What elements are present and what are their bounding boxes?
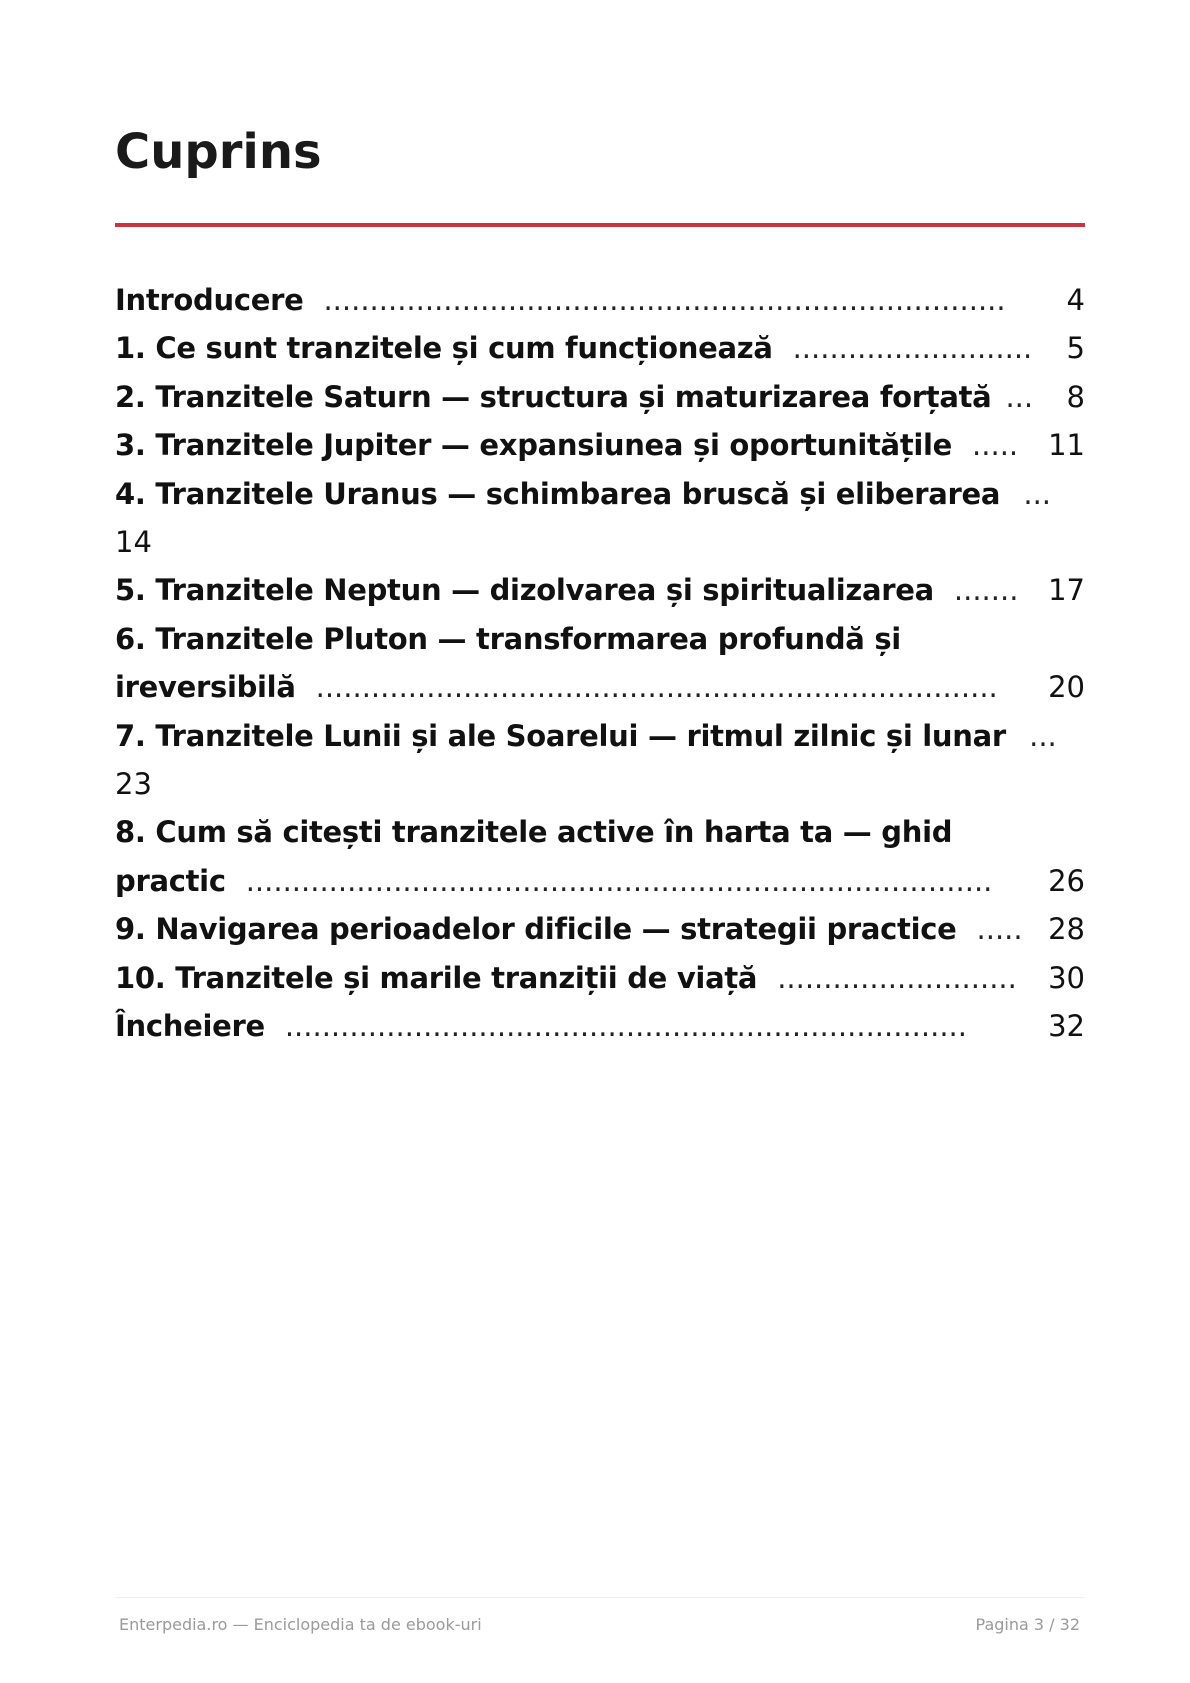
toc-entry-title: 3. Tranzitele Jupiter — expansiunea și oportunitățile — [115, 428, 953, 463]
toc-page-number: 11 — [1048, 428, 1085, 463]
toc-page-number: 14 — [115, 525, 152, 560]
toc-entry-chapter-3[interactable] — [115, 421, 1085, 469]
toc-entry-title: 9. Navigarea perioadelor dificile — strategii practice — [115, 912, 957, 947]
toc-entry-incheiere[interactable] — [115, 1002, 1085, 1050]
toc-page-number: 4 — [1066, 283, 1085, 317]
toc-page-number: 32 — [1048, 1009, 1085, 1044]
toc-entry-chapter-4[interactable] — [115, 470, 1085, 567]
toc-entry-chapter-6[interactable] — [115, 615, 1085, 712]
toc-entry-title: 6. Tranzitele Pluton — transformarea profundă și — [115, 621, 901, 656]
toc-dot-leader: .......................................................................... — [315, 670, 998, 705]
toc-page-number: 23 — [115, 767, 152, 802]
toc-entry-title: Încheiere — [115, 1009, 265, 1044]
table-of-contents — [115, 276, 1085, 1051]
toc-dot-leader: .......................... — [777, 960, 1017, 995]
toc-entry-title: 7. Tranzitele Lunii și ale Soarelui — ritmul zilnic și lunar — [115, 718, 1006, 753]
toc-entry-title: 10. Tranzitele și marile tranziții de viață — [115, 960, 758, 995]
title-divider — [115, 223, 1085, 227]
toc-dot-leader: ... — [1005, 379, 1034, 414]
footer-page-indicator: Pagina 3 / 32 — [975, 1615, 1080, 1634]
toc-dot-leader: .......................................................................... — [284, 1009, 967, 1044]
toc-page-number: 17 — [1048, 573, 1085, 608]
toc-entry-introducere[interactable] — [115, 276, 1085, 324]
toc-dot-leader: ... — [1029, 718, 1057, 753]
page-title: Cuprins — [115, 124, 322, 180]
toc-entry-chapter-9[interactable] — [115, 905, 1085, 953]
footer-divider — [115, 1597, 1085, 1598]
toc-entry-title-continued: ireversibilă — [115, 670, 296, 705]
toc-dot-leader: .......................... — [792, 331, 1033, 366]
toc-entry-title: 1. Ce sunt tranzitele și cum funcționează — [115, 331, 773, 366]
toc-page-number: 30 — [1048, 960, 1085, 995]
toc-dot-leader: ..... — [972, 428, 1019, 463]
toc-dot-leader: ... — [1023, 476, 1052, 511]
toc-page-number: 8 — [1066, 379, 1085, 414]
toc-entry-title-continued: practic — [115, 863, 226, 898]
toc-entry-title: 4. Tranzitele Uranus — schimbarea bruscă și eliberarea — [115, 476, 1001, 511]
toc-dot-leader: .......................................................................... — [323, 283, 1006, 317]
toc-entry-title: Introducere — [115, 283, 304, 317]
toc-entry-chapter-7[interactable] — [115, 712, 1085, 809]
toc-entry-title: 8. Cum să citești tranzitele active în harta ta — ghid — [115, 815, 953, 850]
toc-entry-title: 5. Tranzitele Neptun — dizolvarea și spiritualizarea — [115, 573, 934, 608]
toc-dot-leader: ....... — [953, 573, 1019, 608]
toc-page-number: 26 — [1048, 863, 1085, 898]
toc-entry-chapter-8[interactable] — [115, 808, 1085, 905]
toc-dot-leader: ................................................................................. — [245, 863, 993, 898]
toc-page-number: 20 — [1048, 670, 1085, 705]
footer-site-credit: Enterpedia.ro — Enciclopedia ta de ebook-uri — [119, 1615, 482, 1634]
toc-entry-chapter-2[interactable] — [115, 373, 1085, 421]
toc-page-number: 28 — [1048, 912, 1085, 947]
toc-entry-title: 2. Tranzitele Saturn — structura și maturizarea forțată — [115, 379, 992, 414]
toc-dot-leader: ..... — [976, 912, 1023, 947]
toc-entry-chapter-5[interactable] — [115, 566, 1085, 614]
toc-entry-chapter-10[interactable] — [115, 954, 1085, 1002]
toc-page-number: 5 — [1066, 331, 1085, 366]
toc-entry-chapter-1[interactable] — [115, 324, 1085, 372]
